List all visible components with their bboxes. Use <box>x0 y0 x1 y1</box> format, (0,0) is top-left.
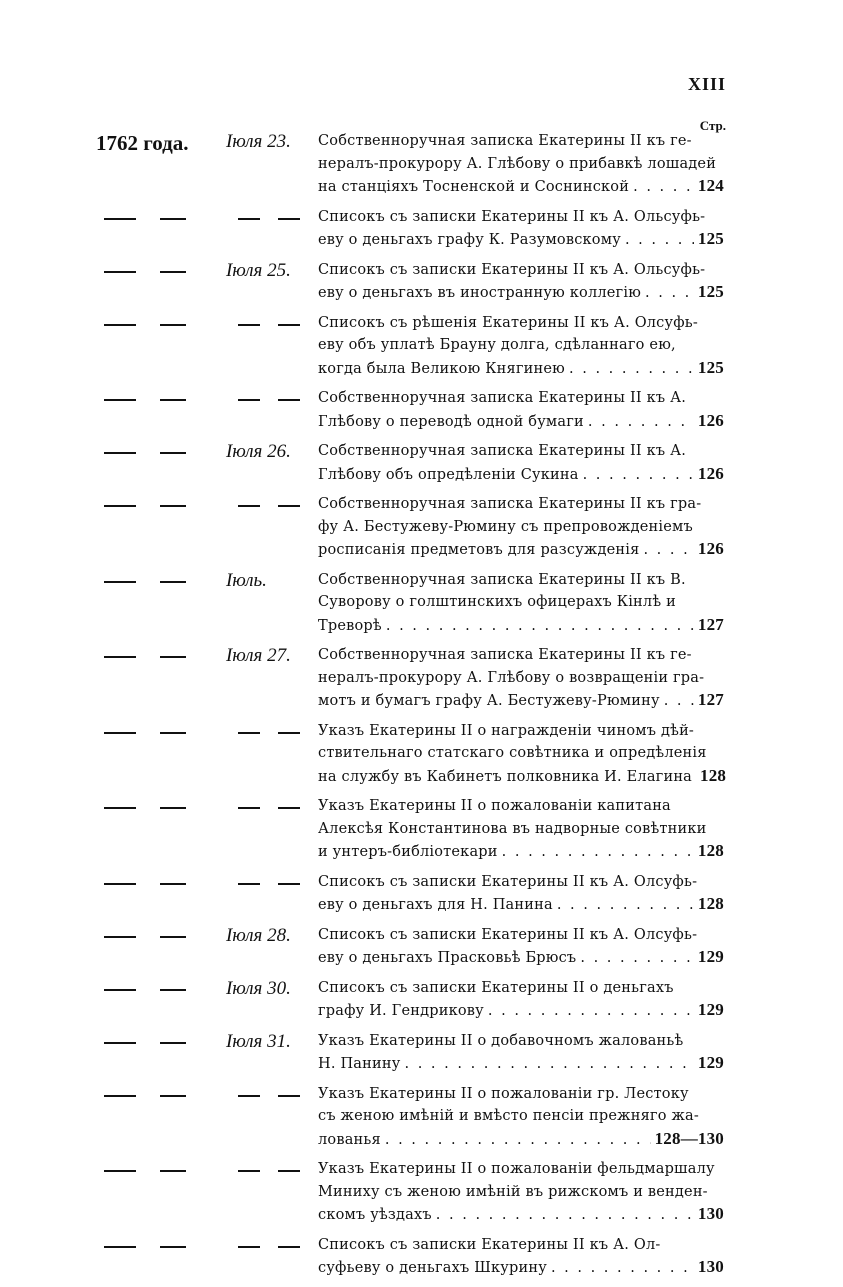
entry-description <box>318 720 727 789</box>
entry-line: Указъ Екатерины II о награжденіи чиномъ дѣй- <box>318 722 695 739</box>
entry-date: Іюля 27. <box>226 645 291 666</box>
dot-leader <box>404 1053 693 1076</box>
toc-entry <box>0 871 843 917</box>
entry-date: Іюль. <box>226 569 267 591</box>
ditto-dash <box>160 656 186 658</box>
entry-line: Списокъ съ записки Екатерины II къ А. Ольсуфь- <box>318 208 706 225</box>
entry-line: когда была Великою Княгинею <box>318 360 566 377</box>
entry-line: ствительнаго статскаго совѣтника и опредѣленія <box>318 745 707 761</box>
ditto-dash <box>278 883 300 885</box>
ditto-dash <box>104 883 136 885</box>
entry-page-number: 129 <box>697 1053 724 1072</box>
entry-description <box>318 924 724 970</box>
entry-date: Іюля 23. <box>226 131 291 152</box>
entry-last-line <box>318 1128 724 1152</box>
entry-description <box>318 493 724 562</box>
ditto-dash <box>104 936 136 938</box>
entry-description <box>318 206 724 252</box>
entry-line: Собственноручная записка Екатерины II къ гра- <box>318 496 702 512</box>
entry-last-line <box>318 357 724 381</box>
toc-entry <box>0 977 843 1023</box>
entry-line: Указъ Екатерины II о пожалованіи гр. Лестоку <box>318 1085 689 1102</box>
ditto-dash <box>238 1170 260 1172</box>
entry-description <box>318 387 724 433</box>
entry-page-number: 127 <box>697 690 724 709</box>
entry-line: нералъ-прокурору А. Глѣбову о возвращеніи гра- <box>318 669 705 686</box>
entry-description <box>318 259 724 305</box>
dot-leader <box>645 282 694 305</box>
entry-description <box>318 977 724 1023</box>
page-number: XIII <box>687 74 726 94</box>
ditto-dash <box>104 452 136 454</box>
ditto-dash <box>104 1042 136 1044</box>
entry-line: Алексѣя Константинова въ надворные совѣтники <box>318 820 707 837</box>
toc-entries <box>0 130 843 1287</box>
entry-page-number: 130 <box>697 1204 724 1223</box>
entry-last-line <box>318 410 724 434</box>
entry-last-line <box>318 840 724 864</box>
entry-description <box>318 795 724 864</box>
entry-line: суфьеву о деньгахъ Шкурину <box>318 1260 547 1276</box>
toc-entry <box>0 924 843 970</box>
entry-line: съ женою имѣній и вмѣсто пенсіи прежняго жа- <box>318 1108 699 1124</box>
entry-page-number: 128—130 <box>654 1128 724 1148</box>
entry-description <box>318 1158 724 1227</box>
entry-last-line <box>318 946 724 970</box>
dot-leader <box>436 1204 694 1227</box>
entry-line: Н. Панину <box>318 1056 401 1072</box>
ditto-dash <box>278 1246 300 1248</box>
ditto-dash <box>160 324 186 326</box>
entry-line: Собственноручная записка Екатерины II къ ге- <box>318 133 692 149</box>
ditto-dash <box>160 505 186 507</box>
entry-line: Списокъ съ записки Екатерины II къ А. Олсуфь- <box>318 926 698 943</box>
ditto-dash <box>278 807 300 809</box>
ditto-dash <box>238 807 260 809</box>
ditto-dash <box>238 399 260 401</box>
ditto-dash <box>104 1095 136 1097</box>
ditto-dash <box>160 883 186 885</box>
entry-line: еву о деньгахъ въ иностранную коллегію <box>318 285 642 301</box>
ditto-dash <box>104 1170 136 1172</box>
entry-line: Списокъ съ записки Екатерины II къ А. Ол- <box>318 1236 661 1253</box>
ditto-dash <box>104 505 136 507</box>
ditto-dash <box>104 271 136 273</box>
entry-last-line <box>318 175 724 199</box>
ditto-dash <box>160 271 186 273</box>
year-heading: 1762 года. <box>96 131 189 155</box>
dot-leader <box>664 690 694 713</box>
ditto-dash <box>104 989 136 991</box>
ditto-dash <box>160 936 186 938</box>
entry-date: Іюля 28. <box>226 924 291 946</box>
dot-leader <box>385 1129 651 1152</box>
entry-last-line <box>318 765 727 789</box>
entry-page-number: 126 <box>697 410 724 430</box>
entry-last-line <box>318 281 724 305</box>
entry-line: Списокъ съ записки Екатерины II къ А. Ольсуфь- <box>318 261 706 278</box>
toc-entry <box>0 644 843 713</box>
entry-line: Собственноручная записка Екатерины II къ ге- <box>318 647 692 663</box>
ditto-dash <box>278 1095 300 1097</box>
entry-line: Указъ Екатерины II о пожалованіи капитана <box>318 798 671 814</box>
ditto-dash <box>160 732 186 734</box>
ditto-dash <box>104 1246 136 1248</box>
dot-leader <box>386 615 694 638</box>
dot-leader <box>580 947 694 970</box>
entry-line: на станціяхъ Тосненской и Соснинской <box>318 179 630 195</box>
entry-page-number: 129 <box>697 947 724 966</box>
ditto-dash <box>238 505 260 507</box>
entry-last-line <box>318 893 724 917</box>
dot-leader <box>625 229 694 252</box>
ditto-dash <box>160 399 186 401</box>
ditto-dash <box>278 324 300 326</box>
ditto-dash <box>104 218 136 220</box>
dot-leader <box>488 1000 694 1023</box>
entry-description <box>318 1030 724 1076</box>
entry-line: на службу въ Кабинетъ полковника И. Елагина <box>318 768 693 785</box>
ditto-dash <box>160 218 186 220</box>
entry-line: лованья <box>318 1131 381 1148</box>
entry-date: Іюля 26. <box>226 441 291 462</box>
entry-line: Глѣбову объ опредѣленіи Сукина <box>318 466 579 483</box>
entry-date: Іюля 31. <box>226 1030 291 1052</box>
entry-page-number: 125 <box>697 229 724 248</box>
entry-page-number: 125 <box>697 357 724 377</box>
dot-leader <box>502 841 694 864</box>
entry-page-number: 126 <box>697 539 724 558</box>
entry-description <box>318 1234 724 1280</box>
entry-last-line <box>318 614 724 638</box>
entry-line: Собственноручная записка Екатерины II къ А. <box>318 443 687 459</box>
toc-entry <box>0 387 843 433</box>
ditto-dash <box>104 807 136 809</box>
dot-leader <box>557 894 694 917</box>
entry-page-number: 127 <box>697 614 724 634</box>
dot-leader <box>643 539 693 562</box>
ditto-dash <box>278 732 300 734</box>
entry-line: Глѣбову о переводѣ одной бумаги <box>318 413 584 430</box>
entry-line: Списокъ съ рѣшенія Екатерины II къ А. Олсуфь- <box>318 314 698 331</box>
ditto-dash <box>104 732 136 734</box>
entry-line: Списокъ съ записки Екатерины II къ А. Олсуфь- <box>318 873 698 890</box>
entry-line: Указъ Екатерины II о пожалованіи фельдмаршалу <box>318 1161 715 1177</box>
toc-entry <box>0 1030 843 1076</box>
entry-line: Треворѣ <box>318 617 382 634</box>
ditto-dash <box>278 218 300 220</box>
entry-description <box>318 644 724 713</box>
ditto-dash <box>160 1095 186 1097</box>
entry-page-number: 128 <box>697 841 724 860</box>
dot-leader <box>583 464 694 487</box>
dot-leader <box>551 1257 694 1280</box>
entry-description <box>318 312 724 381</box>
toc-entry <box>0 720 843 789</box>
toc-entry <box>0 206 843 252</box>
ditto-dash <box>278 399 300 401</box>
entry-line: Суворову о голштинскихъ офицерахъ Кінлѣ и <box>318 594 676 610</box>
dot-leader <box>588 411 694 434</box>
ditto-dash <box>238 1246 260 1248</box>
entry-line: Собственноручная записка Екатерины II къ А. <box>318 390 687 406</box>
toc-entry <box>0 1083 843 1152</box>
ditto-dash <box>278 1170 300 1172</box>
entry-last-line <box>318 689 724 713</box>
toc-entry <box>0 569 843 638</box>
entry-line: фу А. Бестужеву-Рюмину съ препровожденіемъ <box>318 518 693 535</box>
toc-entry <box>0 795 843 864</box>
entry-line: и унтеръ-библіотекари <box>318 844 498 860</box>
entry-description <box>318 440 724 486</box>
ditto-dash <box>278 505 300 507</box>
entry-line: еву объ уплатѣ Брауну долга, сдѣланнаго ею, <box>318 337 676 353</box>
toc-entry <box>0 312 843 381</box>
entry-line: Списокъ съ записки Екатерины II о деньгахъ <box>318 979 674 996</box>
ditto-dash <box>160 989 186 991</box>
entry-line: еву о деньгахъ Прасковьѣ Брюсъ <box>318 950 577 966</box>
ditto-dash <box>160 581 186 583</box>
entry-description <box>318 871 724 917</box>
ditto-dash <box>160 1042 186 1044</box>
entry-last-line <box>318 463 724 487</box>
entry-line: Указъ Екатерины II о добавочномъ жалованьѣ <box>318 1032 684 1049</box>
entry-last-line <box>318 1256 724 1280</box>
entry-line: росписанія предметовъ для разсужденія <box>318 542 640 558</box>
ditto-dash <box>238 883 260 885</box>
ditto-dash <box>238 324 260 326</box>
dot-leader <box>633 176 694 199</box>
entry-line: еву о деньгахъ для Н. Панина <box>318 897 553 913</box>
entry-page-number: 129 <box>697 1000 724 1019</box>
entry-line: еву о деньгахъ графу К. Разумовскому <box>318 232 621 248</box>
ditto-dash <box>160 1246 186 1248</box>
entry-page-number: 128 <box>697 894 724 913</box>
dot-leader <box>569 358 694 381</box>
ditto-dash <box>238 732 260 734</box>
entry-date: Іюля 25. <box>226 259 291 281</box>
toc-entry <box>0 130 843 199</box>
entry-date: Іюля 30. <box>226 977 291 999</box>
entry-page-number: 126 <box>697 463 724 483</box>
entry-last-line <box>318 1203 724 1227</box>
ditto-dash <box>238 1095 260 1097</box>
ditto-dash <box>104 581 136 583</box>
entry-line: графу И. Гендрикову <box>318 1003 484 1019</box>
entry-line: мотъ и бумагъ графу А. Бестужеву-Рюмину <box>318 693 660 709</box>
entry-line: Собственноручная записка Екатерины II къ В. <box>318 571 686 588</box>
entry-line: Миниху съ женою имѣній въ рижскомъ и венден- <box>318 1183 708 1200</box>
entry-last-line <box>318 538 724 562</box>
toc-entry <box>0 259 843 305</box>
ditto-dash <box>104 399 136 401</box>
entry-last-line <box>318 999 724 1023</box>
ditto-dash <box>160 452 186 454</box>
ditto-dash <box>160 807 186 809</box>
column-label-page: Стр. <box>699 118 726 133</box>
toc-entry <box>0 440 843 486</box>
entry-line: скомъ уѣздахъ <box>318 1207 432 1223</box>
entry-description <box>318 130 724 199</box>
ditto-dash <box>104 324 136 326</box>
entry-page-number: 125 <box>697 282 724 301</box>
ditto-dash <box>238 218 260 220</box>
ditto-dash <box>160 1170 186 1172</box>
entry-line: нералъ-прокурору А. Глѣбову о прибавкѣ лошадей <box>318 155 717 172</box>
toc-entry <box>0 493 843 562</box>
entry-last-line <box>318 1052 724 1076</box>
entry-description <box>318 1083 724 1152</box>
entry-description <box>318 569 724 638</box>
entry-last-line <box>318 228 724 252</box>
ditto-dash <box>104 656 136 658</box>
entry-page-number: 130 <box>697 1257 724 1276</box>
toc-entry <box>0 1158 843 1227</box>
entry-page-number: 124 <box>697 176 724 195</box>
entry-page-number: 128 <box>700 765 727 785</box>
toc-entry <box>0 1234 843 1280</box>
